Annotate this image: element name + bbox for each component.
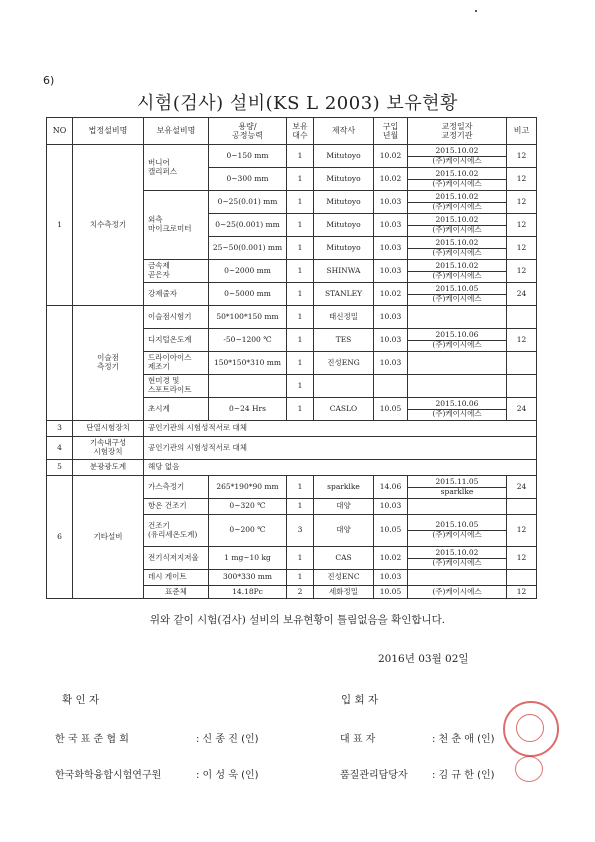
note: 12 [507, 260, 537, 283]
confirmation-statement: 위와 같이 시험(검사) 설비의 보유현황이 틀림없음을 확인합니다. [149, 614, 446, 626]
witness-2-role: 품질관리담당자 [340, 770, 408, 781]
note: 24 [507, 398, 537, 421]
quantity: 1 [287, 499, 314, 515]
quantity: 1 [287, 329, 314, 352]
equipment-name: 디지털온도계 [144, 329, 209, 352]
note: 12 [507, 586, 537, 599]
calibration [408, 352, 507, 375]
calibration: 2015.10.02 (주)케이시에스 [408, 547, 507, 570]
note: 24 [507, 476, 537, 499]
quantity: 1 [287, 306, 314, 329]
note [507, 306, 537, 329]
maker: STANLEY [314, 283, 374, 306]
table-row [47, 306, 537, 329]
maker: Mitutoyo [314, 145, 374, 168]
calibration: 2015.10.05 (주)케이시에스 [408, 283, 507, 306]
company-seal [503, 701, 559, 757]
capacity: 0~2000 mm [209, 260, 287, 283]
group-no: 4 [47, 437, 73, 460]
note: 12 [507, 237, 537, 260]
confirmer-1-org: 한 국 표 준 협 회 [55, 734, 129, 745]
capacity: 265*190*90 mm [209, 476, 287, 499]
note: 12 [507, 547, 537, 570]
purchase-date: 10.03 [374, 306, 408, 329]
header-capacity: 용량/ 공정능력 [209, 118, 287, 145]
quantity: 1 [287, 398, 314, 421]
calibration: (주)케이시에스 [408, 586, 507, 599]
group-remark: 해당 없음 [144, 460, 537, 476]
group-name: 치수측정기 [73, 145, 144, 306]
capacity: 0~5000 mm [209, 283, 287, 306]
note: 12 [507, 329, 537, 352]
note: 12 [507, 214, 537, 237]
purchase-date: 10.03 [374, 260, 408, 283]
quantity: 3 [287, 515, 314, 547]
calibration [408, 306, 507, 329]
maker [314, 375, 374, 398]
header-no: NO [47, 118, 73, 145]
equipment-name: 건조기 (유리세온도계) [144, 515, 209, 547]
capacity: 150*150*310 mm [209, 352, 287, 375]
capacity: -50~1200 ℃ [209, 329, 287, 352]
capacity: 0~24 Hrs [209, 398, 287, 421]
table-row [47, 437, 537, 460]
note: 12 [507, 168, 537, 191]
header-held-equipment: 보유설비명 [144, 118, 209, 145]
calibration: 2015.10.05 (주)케이시에스 [408, 515, 507, 547]
maker: 대양 [314, 499, 374, 515]
capacity: 25~50(0.001) mm [209, 237, 287, 260]
calibration: 2015.10.02 (주)케이시에스 [408, 145, 507, 168]
purchase-date: 10.02 [374, 547, 408, 570]
table-row [47, 145, 537, 168]
witness-label: 입 회 자 [341, 694, 379, 706]
quantity: 1 [287, 476, 314, 499]
quantity: 1 [287, 145, 314, 168]
equipment-name: 버니어 캘리퍼스 [144, 145, 209, 191]
purchase-date: 14.06 [374, 476, 408, 499]
capacity [209, 375, 287, 398]
quantity: 1 [287, 547, 314, 570]
group-name: 이슬점 측정기 [73, 306, 144, 421]
note: 12 [507, 191, 537, 214]
page-number: 6) [43, 74, 55, 87]
quantity: 1 [287, 260, 314, 283]
equipment-name: 드라이아이스 제조기 [144, 352, 209, 375]
calibration: 2015.10.06 (주)케이시에스 [408, 329, 507, 352]
purchase-date: 10.02 [374, 145, 408, 168]
equipment-name: 가스측정기 [144, 476, 209, 499]
confirmer-2-name: : 이 성 욱 (인) [196, 770, 259, 781]
maker: CAS [314, 547, 374, 570]
header-note: 비고 [507, 118, 537, 145]
purchase-date: 10.05 [374, 398, 408, 421]
confirmer-2-org: 한국화학융합시험연구원 [55, 770, 162, 781]
calibration: 2015.10.06 (주)케이시에스 [408, 398, 507, 421]
maker: Mitutoyo [314, 168, 374, 191]
note: 12 [507, 145, 537, 168]
purchase-date: 10.05 [374, 586, 408, 599]
purchase-date: 10.03 [374, 499, 408, 515]
group-name: 기타설비 [73, 476, 144, 599]
purchase-date: 10.02 [374, 283, 408, 306]
speck-mark [475, 10, 477, 12]
group-no: 3 [47, 421, 73, 437]
maker: CASLO [314, 398, 374, 421]
page-title: 시험(검사) 설비(KS L 2003) 보유현황 [137, 93, 458, 114]
purchase-date: 10.05 [374, 515, 408, 547]
confirmer-1-name: : 신 종 진 (인) [196, 734, 259, 745]
calibration [408, 499, 507, 515]
maker: sparklke [314, 476, 374, 499]
note [507, 570, 537, 586]
maker: 세화정밀 [314, 586, 374, 599]
header-count: 보유 대수 [287, 118, 314, 145]
purchase-date: 10.03 [374, 214, 408, 237]
maker: 진성ENG [314, 352, 374, 375]
table-row [47, 460, 537, 476]
calibration: 2015.10.02 (주)케이시에스 [408, 260, 507, 283]
confirmer-label: 확 인 자 [62, 694, 100, 706]
capacity: 1 mg~10 kg [209, 547, 287, 570]
purchase-date: 10.02 [374, 168, 408, 191]
equipment-table [46, 117, 537, 599]
group-no: 5 [47, 460, 73, 476]
quantity: 1 [287, 375, 314, 398]
calibration [408, 375, 507, 398]
maker: 태신정밀 [314, 306, 374, 329]
header-maker: 제작사 [314, 118, 374, 145]
capacity: 0~320 ℃ [209, 499, 287, 515]
calibration: 2015.10.02 (주)케이시에스 [408, 191, 507, 214]
table-row [47, 421, 537, 437]
group-no [47, 306, 73, 421]
capacity: 0~25(0.01) mm [209, 191, 287, 214]
maker: SHINWA [314, 260, 374, 283]
quantity: 1 [287, 168, 314, 191]
equipment-name: 데시 게이트 [144, 570, 209, 586]
witness-1-name: : 천 춘 애 (인) [432, 734, 495, 745]
purchase-date: 10.03 [374, 352, 408, 375]
personal-seal [515, 756, 543, 782]
group-name: 기속내구성 시험장치 [73, 437, 144, 460]
purchase-date: 10.03 [374, 191, 408, 214]
group-no: 6 [47, 476, 73, 599]
group-name: 단열시험장치 [73, 421, 144, 437]
calibration [408, 570, 507, 586]
group-remark: 공인기관의 시험성적서로 대체 [144, 421, 537, 437]
note [507, 352, 537, 375]
header-legal-equipment: 법정설비명 [73, 118, 144, 145]
quantity: 1 [287, 191, 314, 214]
purchase-date: 10.03 [374, 237, 408, 260]
group-no: 1 [47, 145, 73, 306]
table-row [47, 476, 537, 499]
calibration: 2015.11.05 sparklke [408, 476, 507, 499]
note: 24 [507, 283, 537, 306]
equipment-name: 금속제 곧은자 [144, 260, 209, 283]
purchase-date: 10.03 [374, 570, 408, 586]
purchase-date: 10.03 [374, 329, 408, 352]
capacity: 0~150 mm [209, 145, 287, 168]
capacity: 0~25(0.001) mm [209, 214, 287, 237]
maker: Mitutoyo [314, 237, 374, 260]
calibration: 2015.10.02 (주)케이시에스 [408, 214, 507, 237]
capacity: 14.18Pc [209, 586, 287, 599]
maker: TES [314, 329, 374, 352]
quantity: 2 [287, 586, 314, 599]
group-name: 분광광도계 [73, 460, 144, 476]
header-row [47, 118, 537, 145]
header-purchase: 구입 년월 [374, 118, 408, 145]
note: 12 [507, 515, 537, 547]
equipment-name: 표준체 [144, 586, 209, 599]
equipment-name: 초시계 [144, 398, 209, 421]
maker: 대양 [314, 515, 374, 547]
quantity: 1 [287, 352, 314, 375]
equipment-name: 전기식저지저울 [144, 547, 209, 570]
maker: Mitutoyo [314, 214, 374, 237]
capacity: 50*100*150 mm [209, 306, 287, 329]
quantity: 1 [287, 237, 314, 260]
equipment-name: 강제줄자 [144, 283, 209, 306]
equipment-name: 이슬점시험기 [144, 306, 209, 329]
witness-1-role: 대 표 자 [340, 734, 376, 745]
capacity: 0~300 mm [209, 168, 287, 191]
quantity: 1 [287, 283, 314, 306]
equipment-name: 현미경 및 스포트라이트 [144, 375, 209, 398]
equipment-name: 외측 마이크로미터 [144, 191, 209, 260]
purchase-date [374, 375, 408, 398]
group-remark: 공인기관의 시험성적서로 대체 [144, 437, 537, 460]
quantity: 1 [287, 570, 314, 586]
calibration: 2015.10.02 (주)케이시에스 [408, 168, 507, 191]
calibration: 2015.10.02 (주)케이시에스 [408, 237, 507, 260]
note [507, 375, 537, 398]
quantity: 1 [287, 214, 314, 237]
maker: Mitutoyo [314, 191, 374, 214]
capacity: 0~200 ℃ [209, 515, 287, 547]
equipment-name: 항온 건조기 [144, 499, 209, 515]
capacity: 300*330 mm [209, 570, 287, 586]
note [507, 499, 537, 515]
header-calibration: 교정일자 교정기관 [408, 118, 507, 145]
document-date: 2016년 03월 02일 [378, 653, 469, 665]
witness-2-name: : 김 규 한 (인) [432, 770, 495, 781]
maker: 진성ENC [314, 570, 374, 586]
